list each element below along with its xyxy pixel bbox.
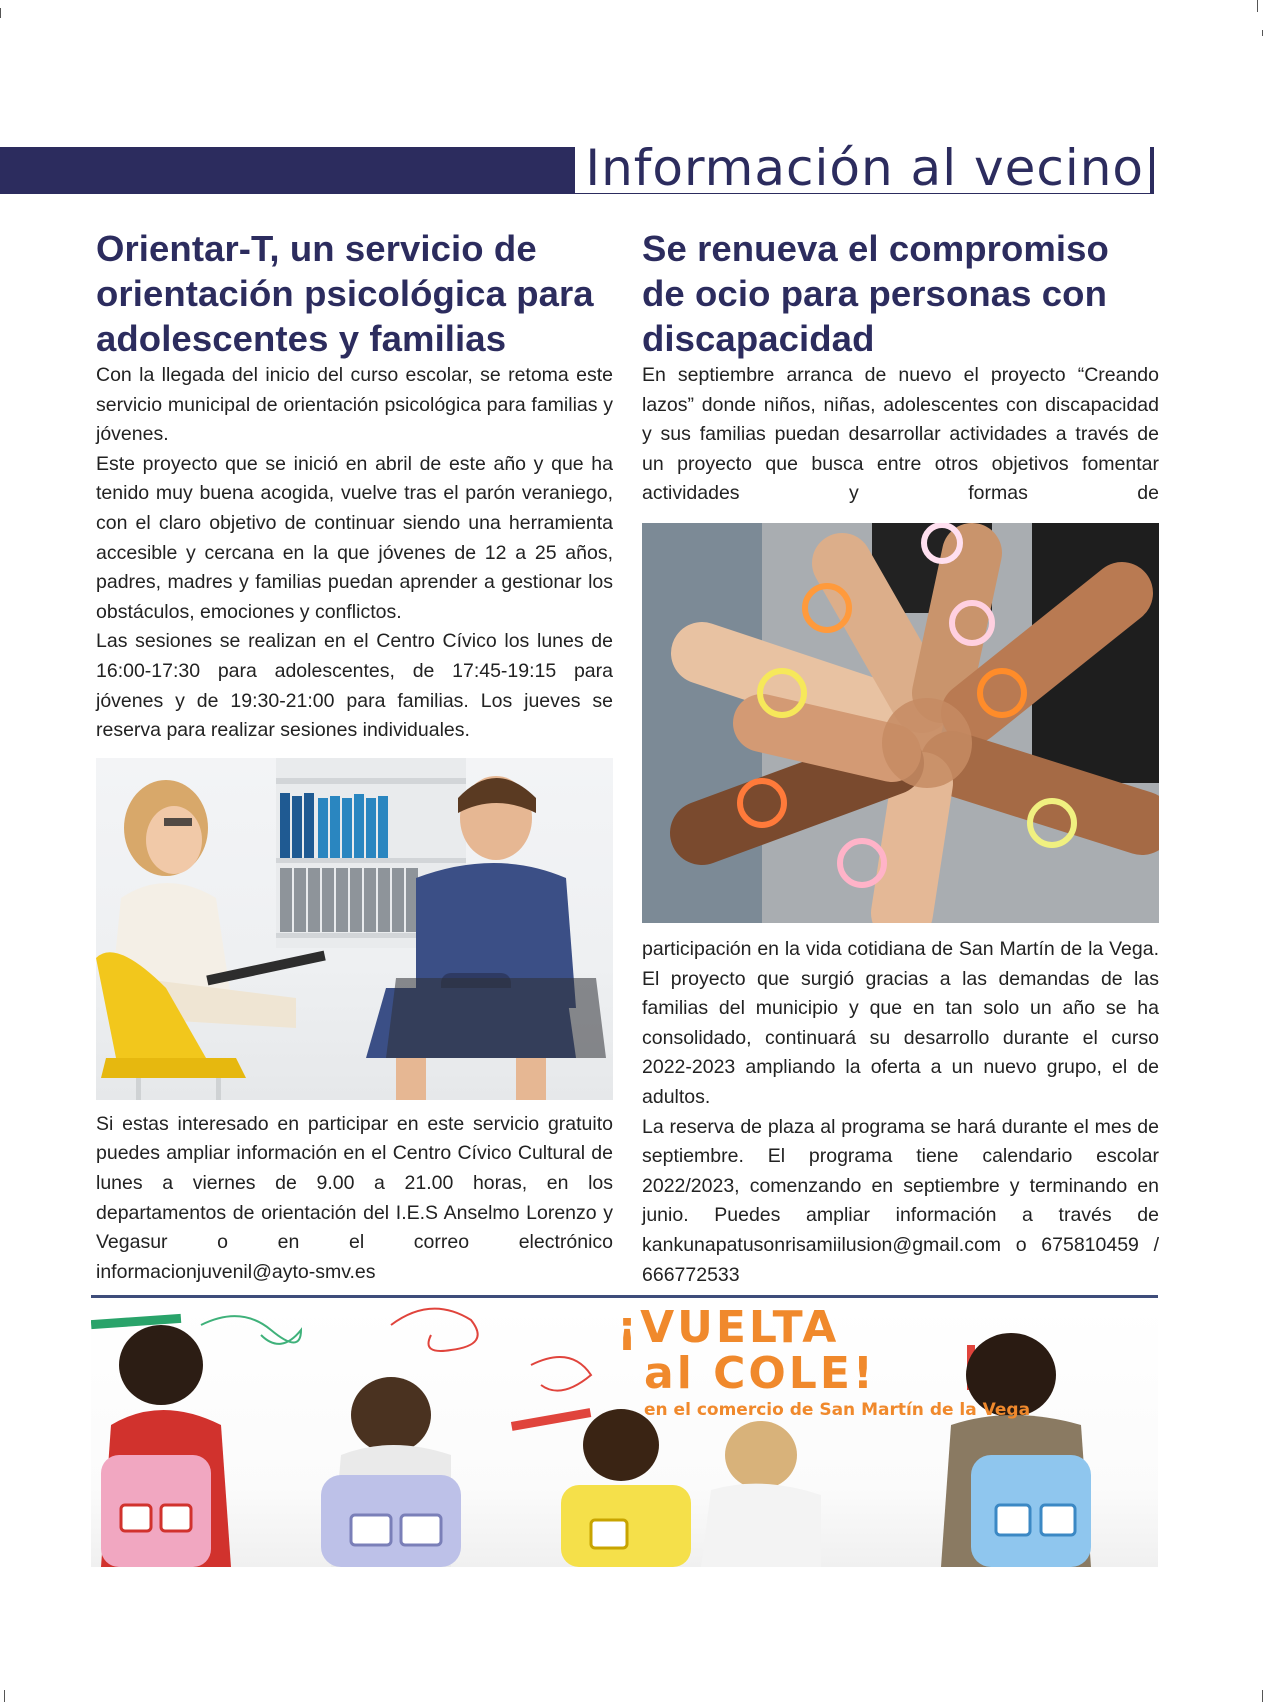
- right-article: [642, 226, 1159, 1290]
- left-paragraph-2: Este proyecto que se inició en abril de este año y que ha tenido muy buena acogida, vuelve tras el parón veraniego, con el claro objetivo de continuar siendo una herramienta accesible y cercana en la que jóvenes de 12 a 25 años, padres, madres y familias puedan aprender a gestionar los obstáculos, emociones y conflictos.: [96, 452, 613, 623]
- banner-title-line2: al COLE!: [644, 1348, 876, 1399]
- left-headline: Orientar-T, un servicio de orientación psicológica para adolescentes y familias: [96, 228, 594, 359]
- footer-divider: [91, 1295, 1158, 1298]
- section-title: Información al vecino: [575, 141, 1150, 193]
- banner-title-line1: ¡VUELTA: [617, 1305, 840, 1353]
- section-header-bar: [0, 139, 1154, 197]
- right-paragraph-2: participación en la vida cotidiana de San Martín de la Vega. El proyecto que surgió gracias a las demandas de las familias del municipio y que en tan solo un año se ha consolidado, continuará su desarrollo durante el curso 2022-2023 ampliando la oferta a un nuevo grupo, el de adultos.: [642, 937, 1159, 1108]
- left-paragraph-1: Con la llegada del inicio del curso escolar, se retoma este servicio municipal de orientación psicológica para familias y jóvenes.: [96, 364, 613, 446]
- crop-mark-bottom-left: [4, 1690, 5, 1702]
- counselling-photo: [96, 758, 613, 1100]
- hands-bracelets-photo: [642, 523, 1159, 923]
- right-headline: Se renueva el compromiso de ocio para personas con discapacidad: [642, 228, 1109, 359]
- crop-mark-right-edge: [1262, 30, 1263, 36]
- counselling-illustration: [96, 758, 613, 1100]
- crop-mark-top-right: [1257, 0, 1258, 12]
- crop-mark-bottom-right: [1262, 1690, 1263, 1702]
- hands-illustration: [642, 523, 1159, 923]
- right-paragraph-1: En septiembre arranca de nuevo el proyecto “Creando lazos” donde niños, niñas, adolescentes con discapacidad y sus familias puedan desarrollar actividades a través de un proyecto que busca entre otros objetivos fomentar actividades y formas de: [642, 364, 1159, 505]
- left-contact-paragraph: Si estas interesado en participar en este servicio gratuito puedes ampliar información en el Centro Cívico Cultural de lunes a viernes de 9.00 a 21.00 horas, en los departamentos de orientación del I.E.S Anselmo Lorenzo y Vegasur o en el correo electrónico informacionjuvenil@ayto-smv.es: [96, 1112, 613, 1283]
- crop-mark-top-left: [0, 8, 1, 18]
- left-article: [96, 226, 613, 1287]
- vuelta-al-cole-banner: [91, 1305, 1158, 1567]
- right-paragraph-3: La reserva de plaza al programa se hará durante el mes de septiembre. El programa tiene calendario escolar 2022/2023, comenzando en septiembre y terminando en junio. Puedes ampliar información a través de kankunapatusonrisamiilusion@gmail.com o 675810459 / 666772533: [642, 1115, 1159, 1286]
- left-paragraph-3: Las sesiones se realizan en el Centro Cívico los lunes de 16:00-17:30 para adolescentes, de 17:45-19:15 para jóvenes y de 19:30-21:00 para familias. Los jueves se reserva para realizar sesiones individuales.: [96, 630, 613, 742]
- banner-subtitle: en el comercio de San Martín de la Vega: [644, 1400, 1031, 1420]
